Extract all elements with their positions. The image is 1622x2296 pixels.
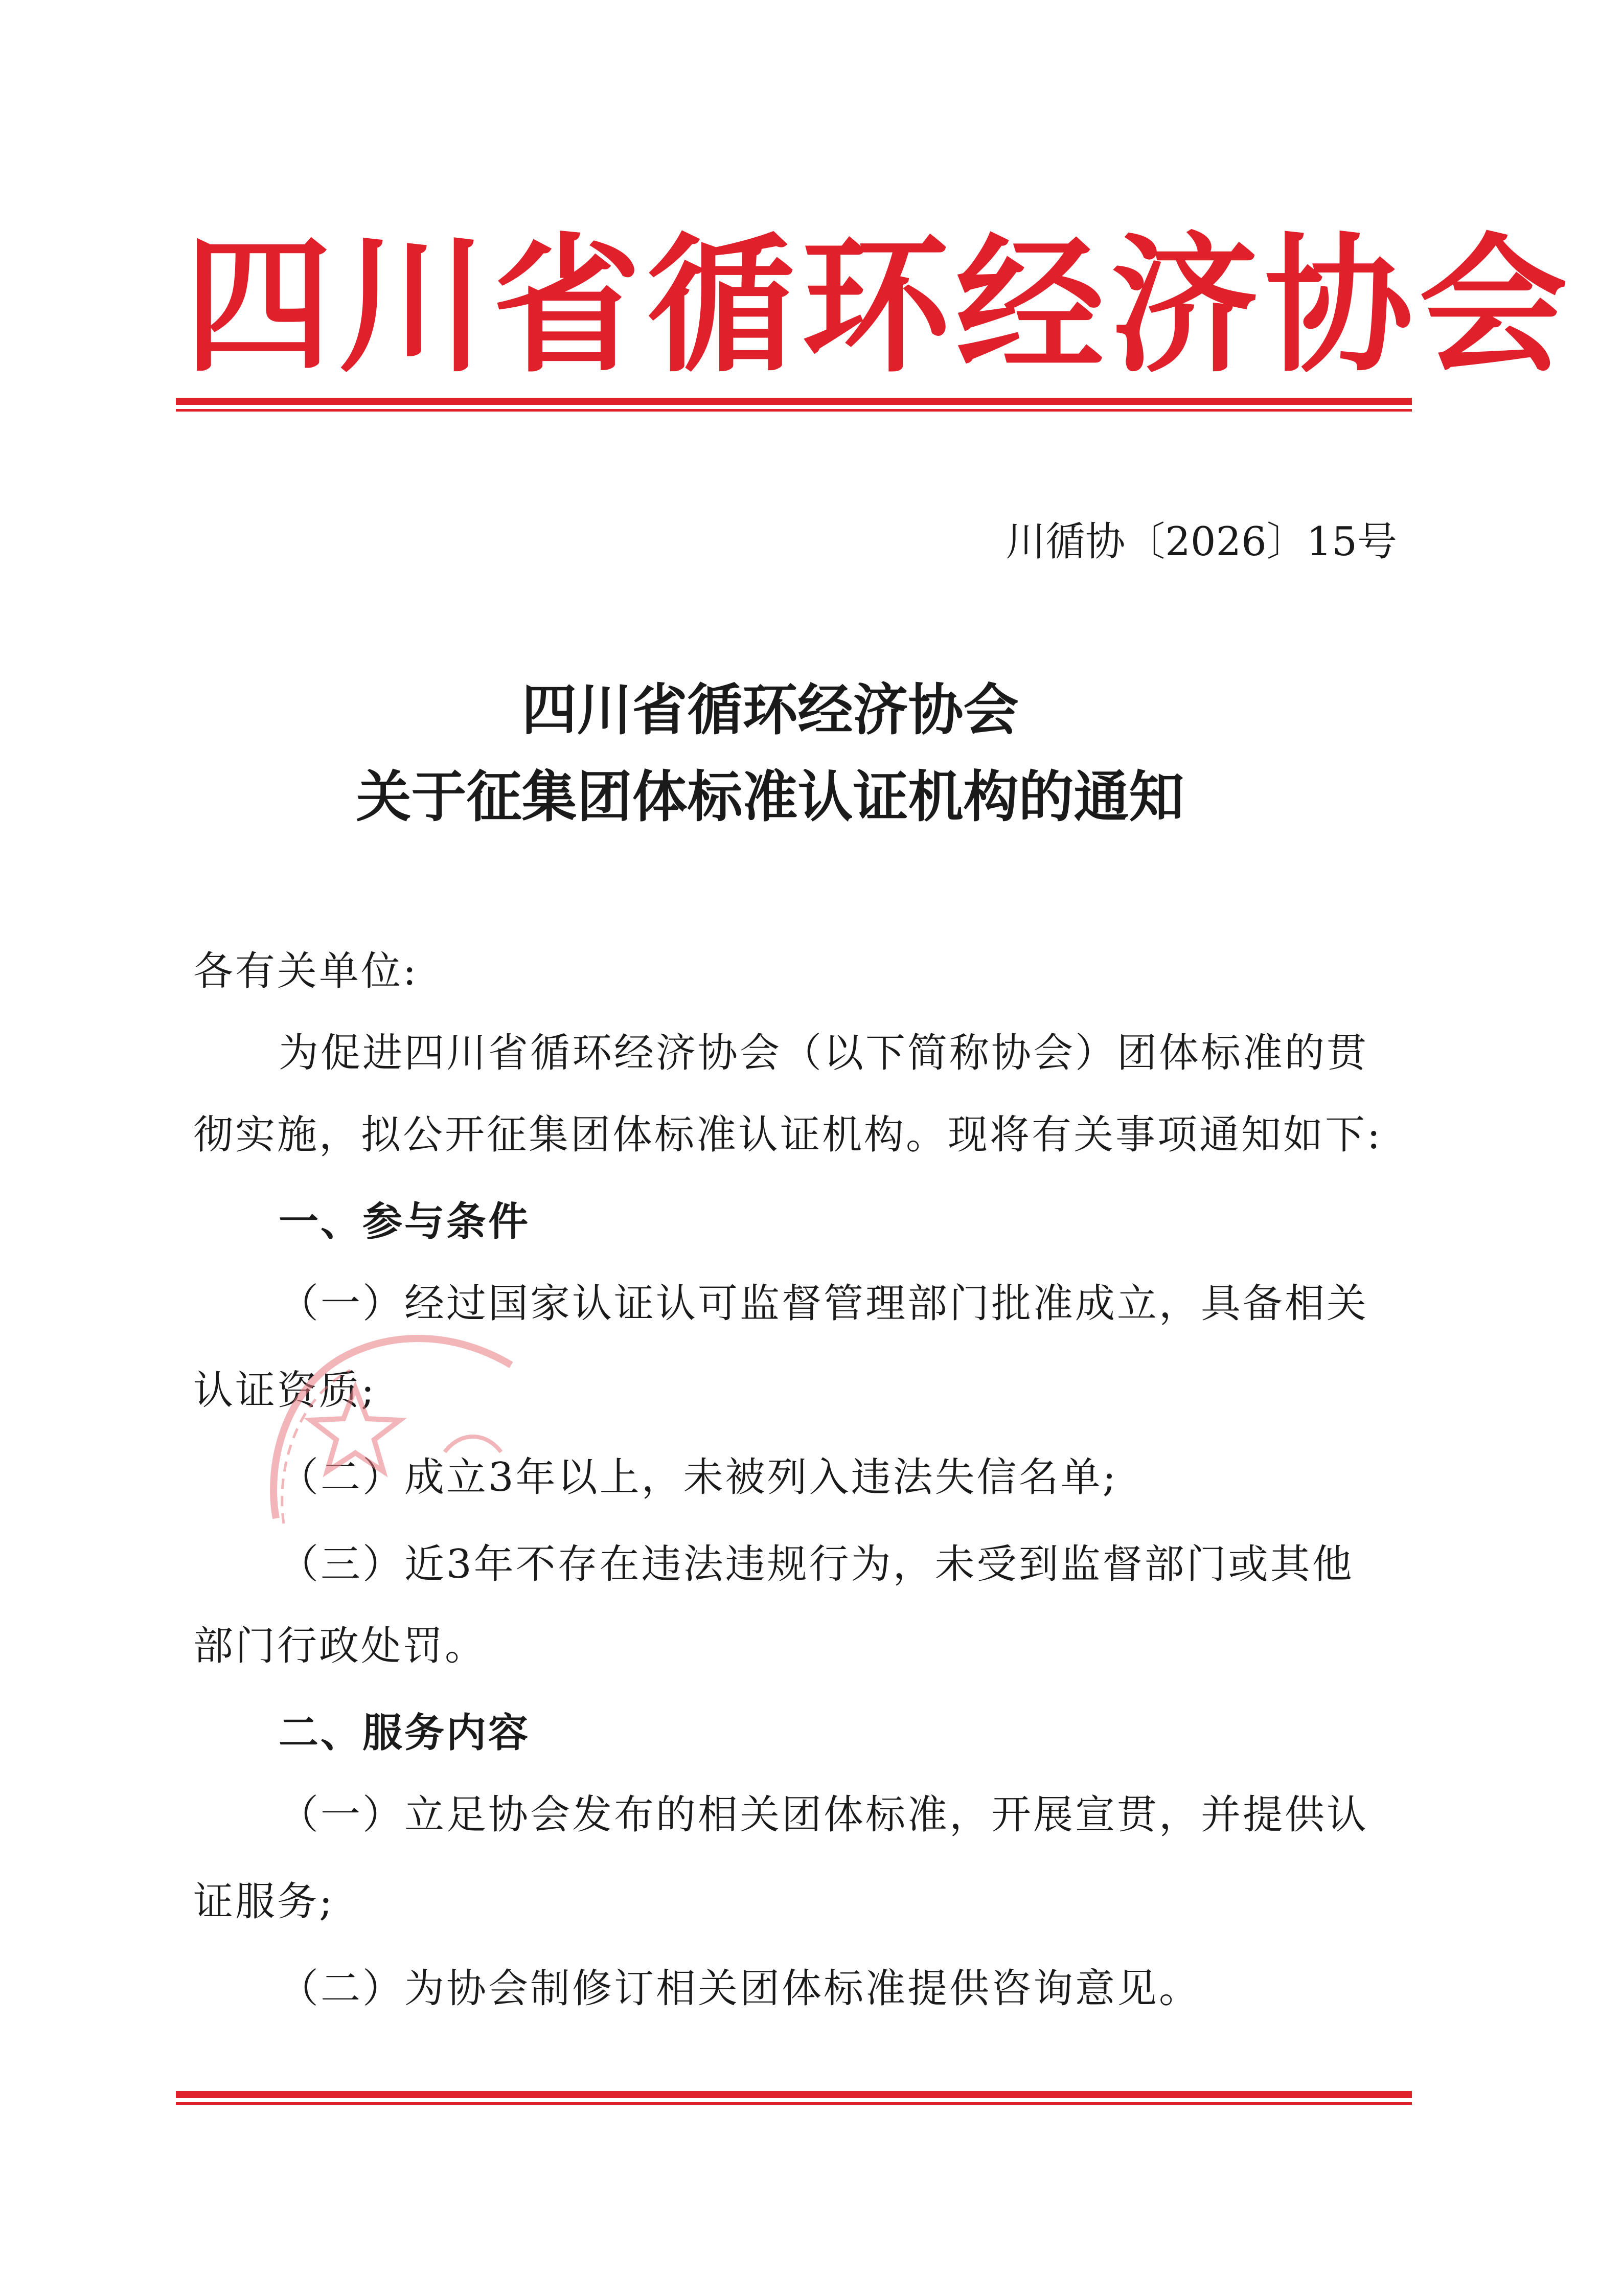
section1-item3-line1: （三）近3年不存在违法违规行为，未受到监督部门或其他 — [279, 1541, 1354, 1587]
section2-item2: （二）为协会制修订相关团体标准提供咨询意见。 — [279, 1966, 1201, 2012]
letterhead-rule-thin — [176, 409, 1412, 412]
salutation: 各有关单位: — [193, 948, 419, 994]
document-number: 川循协〔2026〕15号 — [1006, 519, 1397, 565]
section2-item1-line2: 证服务; — [193, 1879, 335, 1925]
letterhead-title: 四川省循环经济协会 — [184, 220, 1573, 393]
section2-item1-line1: （一）立足协会发布的相关团体标准，开展宣贯，并提供认 — [279, 1792, 1369, 1838]
section1-heading: 一、参与条件 — [279, 1199, 531, 1245]
section1-item3-line2: 部门行政处罚。 — [193, 1623, 487, 1669]
footer-rule — [176, 2091, 1412, 2098]
section2-heading: 二、服务内容 — [279, 1710, 531, 1756]
footer-rule-thin — [176, 2102, 1412, 2105]
intro-paragraph-line1: 为促进四川省循环经济协会（以下简称协会）团体标准的贯 — [279, 1030, 1369, 1076]
document-title-line1: 四川省循环经济协会 — [521, 678, 1019, 742]
document-title-line2: 关于征集团体标准认证机构的通知 — [356, 765, 1184, 829]
section1-item2: （二）成立3年以上，未被列入违法失信名单; — [279, 1454, 1118, 1501]
letterhead-rule — [176, 398, 1412, 405]
section1-item1-line2: 认证资质; — [193, 1368, 377, 1414]
section1-item1-line1: （一）经过国家认证认可监督管理部门批准成立，具备相关 — [279, 1281, 1369, 1327]
intro-paragraph-line2: 彻实施，拟公开征集团体标准认证机构。现将有关事项通知如下: — [193, 1112, 1383, 1158]
